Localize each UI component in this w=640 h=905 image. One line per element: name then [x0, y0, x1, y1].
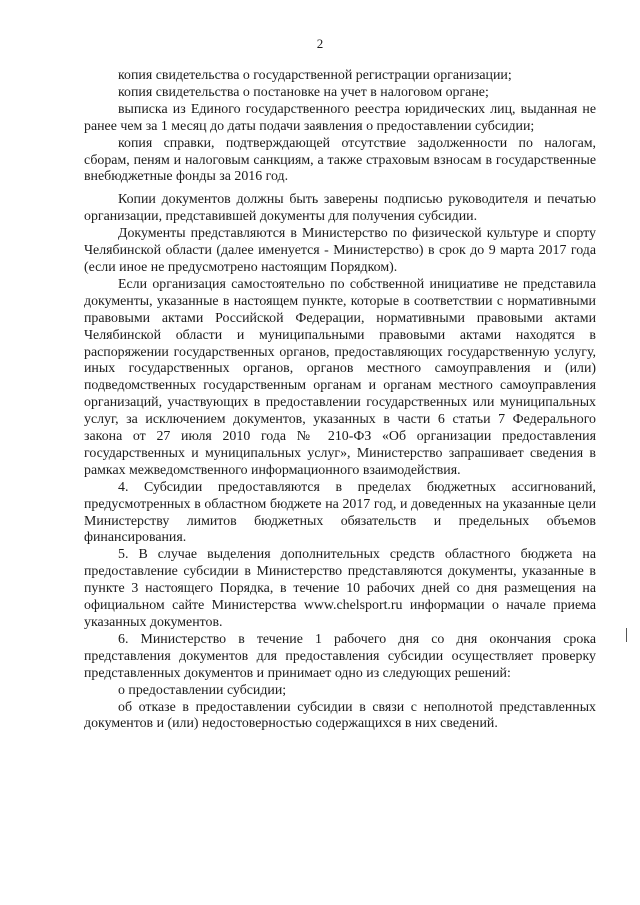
paragraph-item-4: 4. Субсидии предоставляются в пределах бюджетных ассигнований, предусмотренных в областном бюджете на 2017 год, и доведенных на указанные цели Министерству лимитов бюджетных обязательств и предельных объемов финансирования.: [84, 479, 596, 546]
scan-artifact-mark: [626, 628, 627, 642]
paragraph-decision-grant: о предоставлении субсидии;: [118, 682, 287, 698]
paragraph-registry-extract: выписка из Единого государственного реестра юридических лиц, выданная не ранее чем за 1 месяц до даты подачи заявления о предоставлении субсидии;: [84, 101, 596, 134]
paragraph-item-5: 5. В случае выделения дополнительных средств областного бюджета на предоставление субсидии в Министерство представляются документы, указанные в пункте 3 настоящего Порядка, в течение 10 рабочих дней со дня размещения на официальном сайте Министерства www.chelsport.ru информации о начале приема указанных документов.: [84, 547, 596, 630]
paragraph-certification: Копии документов должны быть заверены подписью руководителя и печатью организации, представившей документы для получения субсидии.: [84, 192, 596, 225]
paragraph-decision-refusal: об отказе в предоставлении субсидии в связи с неполнотой представленных документов и (или) недостоверностью содержащихся в них сведений.: [84, 699, 596, 732]
paragraph-submission-deadline: Документы представляются в Министерство по физической культуре и спорту Челябинской области (далее именуется - Министерство) в срок до 9 марта 2017 года (если иное не предусмотрено настоящим Порядком).: [84, 226, 596, 275]
paragraph-no-debt-certificate: копия справки, подтверждающей отсутствие задолженности по налогам, сборам, пеням и налоговым санкциям, а также страховым взносам в государственные внебюджетные фонды за 2016 год.: [84, 135, 596, 185]
paragraph-registration-copy: копия свидетельства о государственной регистрации организации;: [118, 68, 512, 83]
paragraph-item-6: 6. Министерство в течение 1 рабочего дня со дня окончания срока представления документов для предоставления субсидии осуществляет проверку представленных документов и принимает одно из следующих решений:: [84, 631, 596, 681]
document-body: [84, 68, 596, 733]
page-number: 2: [316, 36, 324, 51]
paragraph-interagency-request: Если организация самостоятельно по собственной инициативе не представила документы, указанные в настоящем пункте, которые в соответствии с нормативными правовыми актами Российской Федерации, нормативными правовыми актами Челябинской области и муниципальными правовыми актами находятся в распоряжении государственных органов, предоставляющих государственную услугу, иных государственных органов, органов местного самоуправления и (или) подведомственных государственным органам и органам местного самоуправления организаций, участвующих в предоставлении государственных или муниципальных услуг, за исключением документов, указанных в части 6 статьи 7 Федерального закона от 27 июля 2010 года № 210-ФЗ «Об организации предоставления государственных и муниципальных услуг», Министерство запрашивает сведения в рамках межведомственного информационного взаимодействия.: [84, 276, 596, 478]
paragraph-tax-registration-copy: копия свидетельства о постановке на учет в налоговом органе;: [118, 84, 489, 100]
